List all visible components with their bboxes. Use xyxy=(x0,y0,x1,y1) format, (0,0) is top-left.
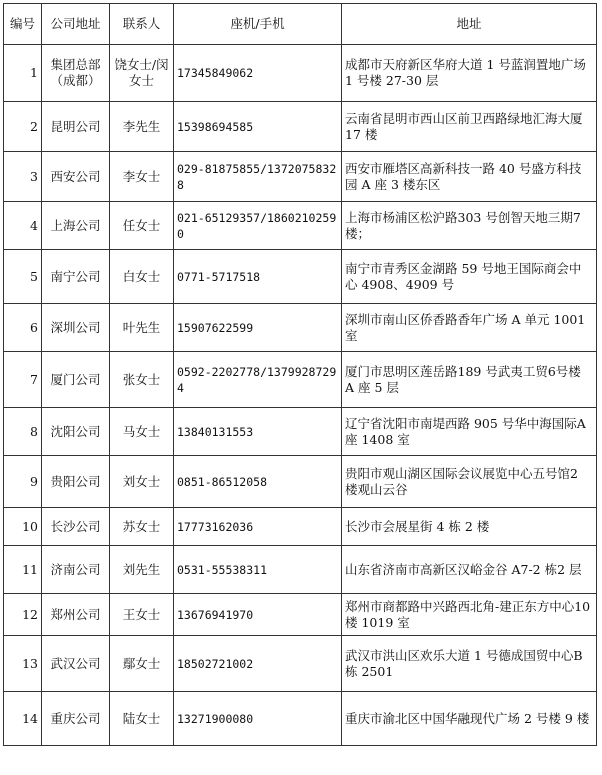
row-id: 11 xyxy=(4,546,42,594)
phone-number: 18502721002 xyxy=(174,636,342,692)
contact-person: 陆女士 xyxy=(110,692,174,746)
table-row xyxy=(4,352,597,408)
contact-person: 王女士 xyxy=(110,594,174,636)
office-address: 南宁市青秀区金湖路 59 号地王国际商会中心 4908、4909 号 xyxy=(342,250,597,304)
table-row xyxy=(4,692,597,746)
row-id: 1 xyxy=(4,45,42,102)
company-name: 武汉公司 xyxy=(42,636,110,692)
company-name: 集团总部（成都） xyxy=(42,45,110,102)
phone-number: 17345849062 xyxy=(174,45,342,102)
phone-number: 15907622599 xyxy=(174,304,342,352)
row-id: 2 xyxy=(4,102,42,152)
table-row xyxy=(4,45,597,102)
phone-number: 0771-5717518 xyxy=(174,250,342,304)
row-id: 9 xyxy=(4,456,42,508)
row-id: 13 xyxy=(4,636,42,692)
header-company: 公司地址 xyxy=(42,4,110,45)
table-row xyxy=(4,636,597,692)
table-row xyxy=(4,546,597,594)
company-name: 昆明公司 xyxy=(42,102,110,152)
office-address: 上海市杨浦区松沪路303 号创智天地三期7 楼； xyxy=(342,202,597,250)
phone-number: 13676941970 xyxy=(174,594,342,636)
phone-number: 0851-86512058 xyxy=(174,456,342,508)
office-address: 厦门市思明区莲岳路189 号武夷工贸6号楼 A 座 5 层 xyxy=(342,352,597,408)
office-address: 重庆市渝北区中国华融现代广场 2 号楼 9 楼 xyxy=(342,692,597,746)
table-row xyxy=(4,408,597,456)
office-address: 贵阳市观山湖区国际会议展览中心五号馆2 楼观山云谷 xyxy=(342,456,597,508)
office-address: 西安市雁塔区高新科技一路 40 号盛方科技园 A 座 3 楼东区 xyxy=(342,152,597,202)
row-id: 7 xyxy=(4,352,42,408)
phone-number: 0592-2202778/13799287294 xyxy=(174,352,342,408)
company-name: 南宁公司 xyxy=(42,250,110,304)
contact-person: 李先生 xyxy=(110,102,174,152)
office-address: 郑州市商都路中兴路西北角-建正东方中心10 楼 1019 室 xyxy=(342,594,597,636)
company-name: 深圳公司 xyxy=(42,304,110,352)
table-row xyxy=(4,152,597,202)
contact-person: 任女士 xyxy=(110,202,174,250)
contact-person: 饶女士/闵女士 xyxy=(110,45,174,102)
table-row xyxy=(4,456,597,508)
phone-number: 15398694585 xyxy=(174,102,342,152)
company-name: 郑州公司 xyxy=(42,594,110,636)
contact-person: 叶先生 xyxy=(110,304,174,352)
contact-person: 刘先生 xyxy=(110,546,174,594)
table-row xyxy=(4,304,597,352)
phone-number: 13840131553 xyxy=(174,408,342,456)
row-id: 6 xyxy=(4,304,42,352)
row-id: 12 xyxy=(4,594,42,636)
header-address: 地址 xyxy=(342,4,597,45)
table-body xyxy=(4,45,597,746)
office-address: 辽宁省沈阳市南堤西路 905 号华中海国际A 座 1408 室 xyxy=(342,408,597,456)
contact-person: 苏女士 xyxy=(110,508,174,546)
company-name: 西安公司 xyxy=(42,152,110,202)
table-row xyxy=(4,102,597,152)
row-id: 4 xyxy=(4,202,42,250)
phone-number: 13271900080 xyxy=(174,692,342,746)
table-row xyxy=(4,594,597,636)
header-id: 编号 xyxy=(4,4,42,45)
contact-person: 白女士 xyxy=(110,250,174,304)
row-id: 3 xyxy=(4,152,42,202)
row-id: 10 xyxy=(4,508,42,546)
contact-person: 张女士 xyxy=(110,352,174,408)
phone-number: 0531-55538311 xyxy=(174,546,342,594)
company-name: 厦门公司 xyxy=(42,352,110,408)
table-row xyxy=(4,250,597,304)
table-row xyxy=(4,508,597,546)
header-phone: 座机/手机 xyxy=(174,4,342,45)
phone-number: 029-81875855/13720758328 xyxy=(174,152,342,202)
row-id: 5 xyxy=(4,250,42,304)
table-header-row xyxy=(4,4,597,45)
row-id: 8 xyxy=(4,408,42,456)
company-name: 长沙公司 xyxy=(42,508,110,546)
row-id: 14 xyxy=(4,692,42,746)
company-name: 沈阳公司 xyxy=(42,408,110,456)
company-name: 重庆公司 xyxy=(42,692,110,746)
header-contact: 联系人 xyxy=(110,4,174,45)
table-row xyxy=(4,202,597,250)
branch-office-table xyxy=(3,3,597,746)
office-address: 云南省昆明市西山区前卫西路绿地汇海大厦 17 楼 xyxy=(342,102,597,152)
office-address: 深圳市南山区侨香路香年广场 A 单元 1001 室 xyxy=(342,304,597,352)
office-address: 成都市天府新区华府大道 1 号蓝润置地广场 1 号楼 27-30 层 xyxy=(342,45,597,102)
phone-number: 17773162036 xyxy=(174,508,342,546)
company-name: 上海公司 xyxy=(42,202,110,250)
company-name: 济南公司 xyxy=(42,546,110,594)
office-address: 武汉市洪山区欢乐大道 1 号德成国贸中心B 栋 2501 xyxy=(342,636,597,692)
office-address: 长沙市会展星街 4 栋 2 楼 xyxy=(342,508,597,546)
contact-person: 鄢女士 xyxy=(110,636,174,692)
contact-person: 刘女士 xyxy=(110,456,174,508)
company-name: 贵阳公司 xyxy=(42,456,110,508)
contact-person: 李女士 xyxy=(110,152,174,202)
contact-person: 马女士 xyxy=(110,408,174,456)
phone-number: 021-65129357/18602102590 xyxy=(174,202,342,250)
office-address: 山东省济南市高新区汉峪金谷 A7-2 栋2 层 xyxy=(342,546,597,594)
